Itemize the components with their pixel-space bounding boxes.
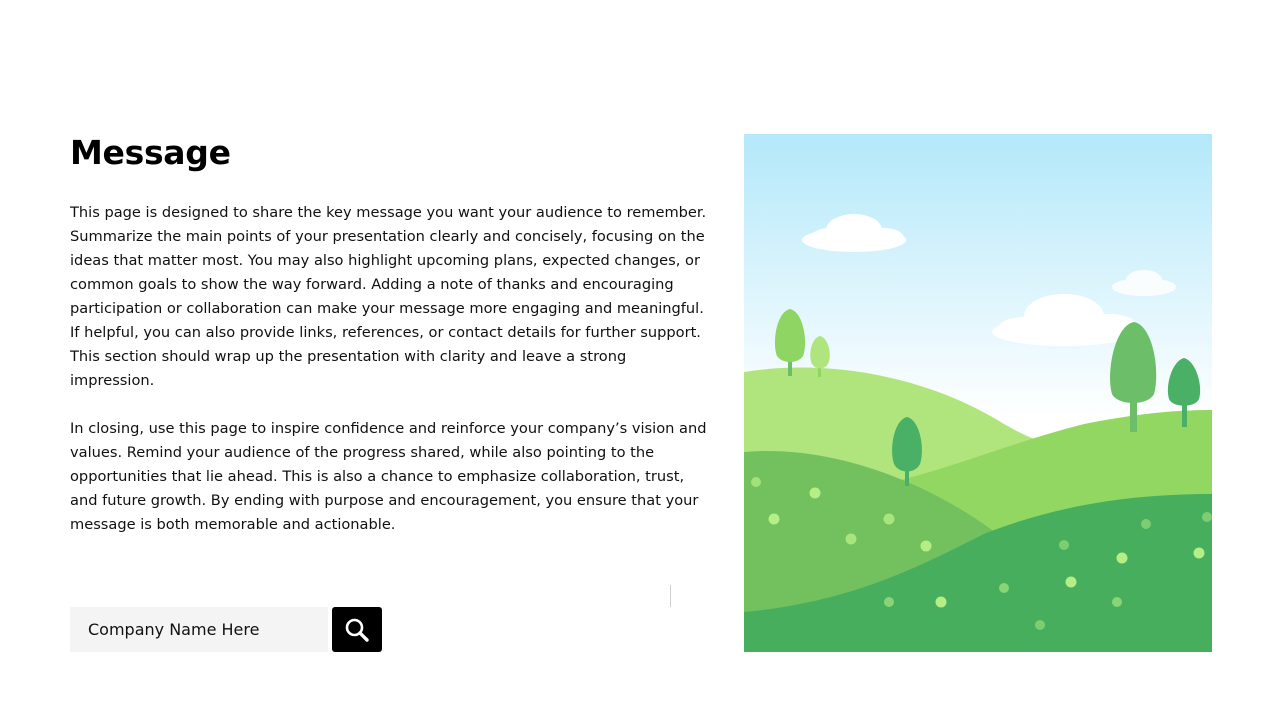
paragraph-2: In closing, use this page to inspire confidence and reinforce your company’s vision and values. Remind your audience of the progress shared, while also pointing to the opportunities that lie ahead. This is also a chance to emphasize collaboration, trust, and future growth. By ending with purpose and encouragement, you ensure that your message is both memorable and actionable.	[70, 420, 707, 533]
search-bar	[70, 607, 382, 652]
text-cursor-mark	[670, 585, 671, 607]
body-text	[70, 201, 710, 561]
search-input[interactable]	[70, 607, 328, 652]
landscape-illustration	[744, 134, 1212, 652]
paragraph-1: This page is designed to share the key message you want your audience to remember. Summarize the main points of your presentation clearly and concisely, focusing on the ideas that matter most. You may also highlight upcoming plans, expected changes, or common goals to show the way forward. Adding a note of thanks and encouraging participation or collaboration can make your message more engaging and meaningful. If helpful, you can also provide links, references, or contact details for further support. This section should wrap up the presentation with clarity and leave a strong impression.	[70, 204, 707, 389]
slide-title: Message	[70, 133, 231, 172]
search-button[interactable]	[332, 607, 382, 652]
search-icon	[344, 617, 370, 643]
